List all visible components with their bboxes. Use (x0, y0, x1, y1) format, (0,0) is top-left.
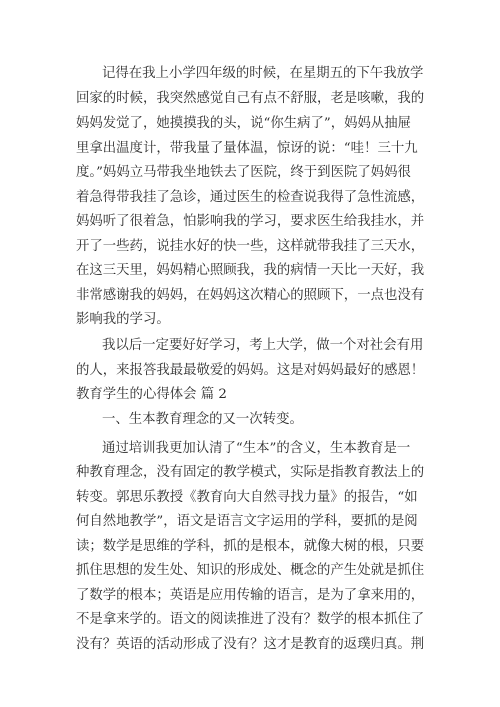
section-heading: 教育学生的心得体会 篇 2 (76, 387, 227, 402)
text-line: 影响我的学习。 (76, 312, 170, 327)
text-line: 了数学的根本；英语是应用传输的语言，是为了拿来用的， (76, 588, 425, 603)
text-line: 没有？英语的活动形成了没有？这才是教育的返璞归真。荆 (76, 637, 425, 652)
text-line: 通过培训我更加认清了“生本”的含义，生本教育是一 (102, 441, 411, 456)
text-line: 记得在我上小学四年级的时候，在星期五的下午我放学 (102, 66, 424, 81)
text-line: 我以后一定要好好学习，考上大学，做一个对社会有用 (102, 338, 424, 353)
text-line: 不是拿来学的。语文的阅读推进了没有？数学的根本抓住了 (76, 612, 425, 627)
text-line: 何自然地教学”，语文是语言文字运用的学科，要抓的是阅 (76, 514, 418, 529)
text-line: 妈妈发觉了，她摸摸我的头，说“你生病了”，妈妈从抽屉 (76, 116, 412, 131)
text-line: 转变。郭思乐教授《教育向大自然寻找力量》的报告，“如 (76, 490, 418, 505)
text-line: 里拿出温度计，带我量了量体温，惊讶的说：“哇！三十九 (76, 141, 418, 156)
text-line: 读；数学是思维的学科，抓的是根本，就像大树的根，只要 (76, 539, 425, 554)
text-line: 抓住思想的发生处、知识的形成处、概念的产生处就是抓住 (76, 563, 425, 578)
text-line: 非常感谢我的妈妈，在妈妈这次精心的照顾下，一点也没有 (76, 288, 425, 303)
text-line: 种教育理念，没有固定的教学模式，实际是指教育教法上的 (76, 465, 425, 480)
text-line: 开了一些药，说挂水好的快一些，这样就带我挂了三天水， (76, 239, 425, 254)
text-line: 度。”妈妈立马带我坐地铁去了医院，终于到医院了妈妈很 (76, 165, 411, 180)
subheading: 一、生本教育理念的又一次转变。 (102, 412, 303, 427)
text-line: 妈妈听了很着急，怕影响我的学习，要求医生给我挂水，并 (76, 214, 425, 229)
text-line: 在这三天里，妈妈精心照顾我，我的病情一天比一天好，我 (76, 263, 425, 278)
text-line: 回家的时候，我突然感觉自己有点不舒服，老是咳嗽，我的 (76, 91, 425, 106)
text-line: 的人，来报答我最最敬爱的妈妈。这是对妈妈最好的感恩！ (76, 363, 425, 378)
text-line: 着急得带我挂了急诊，通过医生的检查说我得了急性流感， (76, 190, 425, 205)
